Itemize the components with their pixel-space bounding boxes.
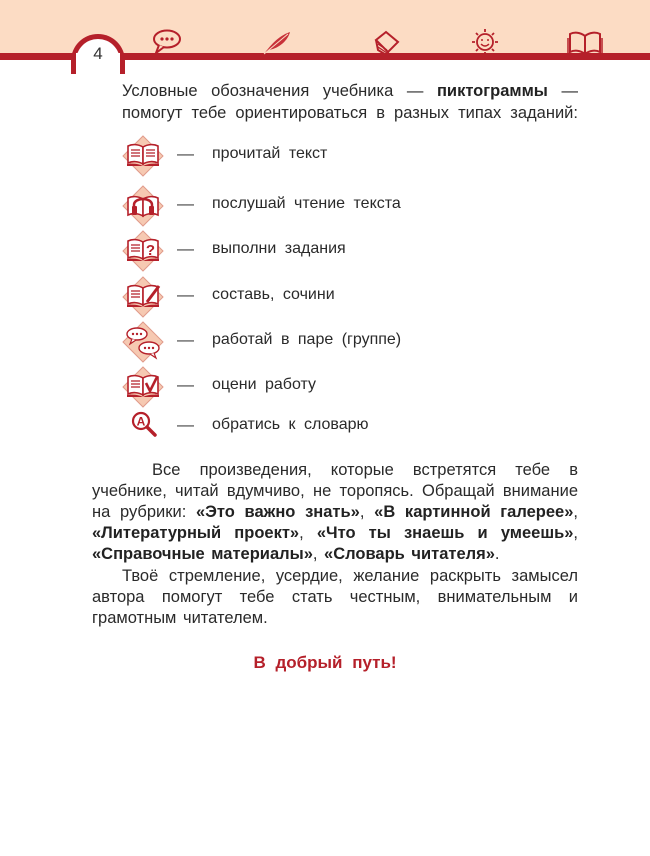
legend-label: выполни задания xyxy=(212,240,346,257)
legend-item-tasks xyxy=(122,230,542,270)
legend-item-read xyxy=(122,135,542,175)
legend-dash: — xyxy=(177,144,194,163)
legend-item-pair-work xyxy=(122,321,542,361)
rubric-title: «Это важно знать» xyxy=(195,503,360,521)
legend-dash: — xyxy=(177,330,194,349)
paragraph-text: Все произведения, которые встретятся тебе в учебнике, читай вдумчиво, не торопясь. Обращай внимание на рубрики: xyxy=(92,461,578,521)
legend-dash: — xyxy=(177,285,194,304)
rubric-title: «Словарь читателя» xyxy=(324,545,495,563)
legend-item-compose xyxy=(122,276,542,316)
rubric-title: «Что ты знаешь и умеешь» xyxy=(316,524,574,542)
intro-paragraph xyxy=(92,80,578,124)
svg-text:A: A xyxy=(136,414,146,429)
legend-item-dictionary xyxy=(122,406,542,446)
checkmark-book-icon xyxy=(122,366,164,408)
legend-label: оцени работу xyxy=(212,376,317,393)
speech-bubble-icon xyxy=(150,28,184,56)
speech-bubbles-icon xyxy=(122,321,164,363)
rubric-title: «В картинной галерее» xyxy=(374,503,574,521)
separator: , xyxy=(359,503,375,521)
book-closed-icon xyxy=(370,28,404,56)
closing-wish: В добрый путь! xyxy=(253,653,397,672)
separator: , xyxy=(573,503,578,521)
pen-book-icon xyxy=(122,276,164,318)
separator: . xyxy=(494,545,500,563)
question-book-icon xyxy=(122,230,164,272)
legend-item-listen xyxy=(122,185,542,225)
svg-text:?: ? xyxy=(145,242,156,259)
separator: , xyxy=(312,545,325,563)
legend-dash: — xyxy=(177,194,194,213)
legend-dash: — xyxy=(177,239,194,258)
legend-label: послушай чтение текста xyxy=(212,195,401,212)
open-book-icon xyxy=(566,28,604,56)
legend-label: работай в паре (группе) xyxy=(212,331,402,348)
sun-icon xyxy=(468,28,502,56)
headphones-book-icon xyxy=(122,185,164,227)
rubric-title: «Справочные материалы» xyxy=(92,545,313,563)
intro-text-end: — помогут тебе ориентироваться в разных типах заданий: xyxy=(122,82,579,122)
reader-paragraph: Твоё стремление, усердие, желание раскрыть замысел автора помогут тебе стать честным, внимательным и грамотным читателем. xyxy=(92,567,578,627)
separator: , xyxy=(573,524,579,542)
rubric-title: «Литературный проект» xyxy=(92,524,300,542)
intro-bold-term: пиктограммы xyxy=(436,82,548,100)
intro-text: Условные обозначения учебника — xyxy=(122,82,437,100)
legend-item-evaluate xyxy=(122,366,542,406)
separator: , xyxy=(299,524,317,542)
legend-dash: — xyxy=(177,375,194,394)
page-number: 4 xyxy=(93,44,103,63)
rubrics-paragraph xyxy=(92,460,578,565)
feather-icon xyxy=(260,28,294,56)
legend-dash: — xyxy=(177,415,194,434)
dictionary-magnifier-icon xyxy=(130,410,158,438)
legend-label: обратись к словарю xyxy=(212,416,369,433)
read-book-icon xyxy=(122,135,164,177)
legend-label: прочитай текст xyxy=(212,145,328,162)
legend-label: составь, сочини xyxy=(212,286,335,303)
